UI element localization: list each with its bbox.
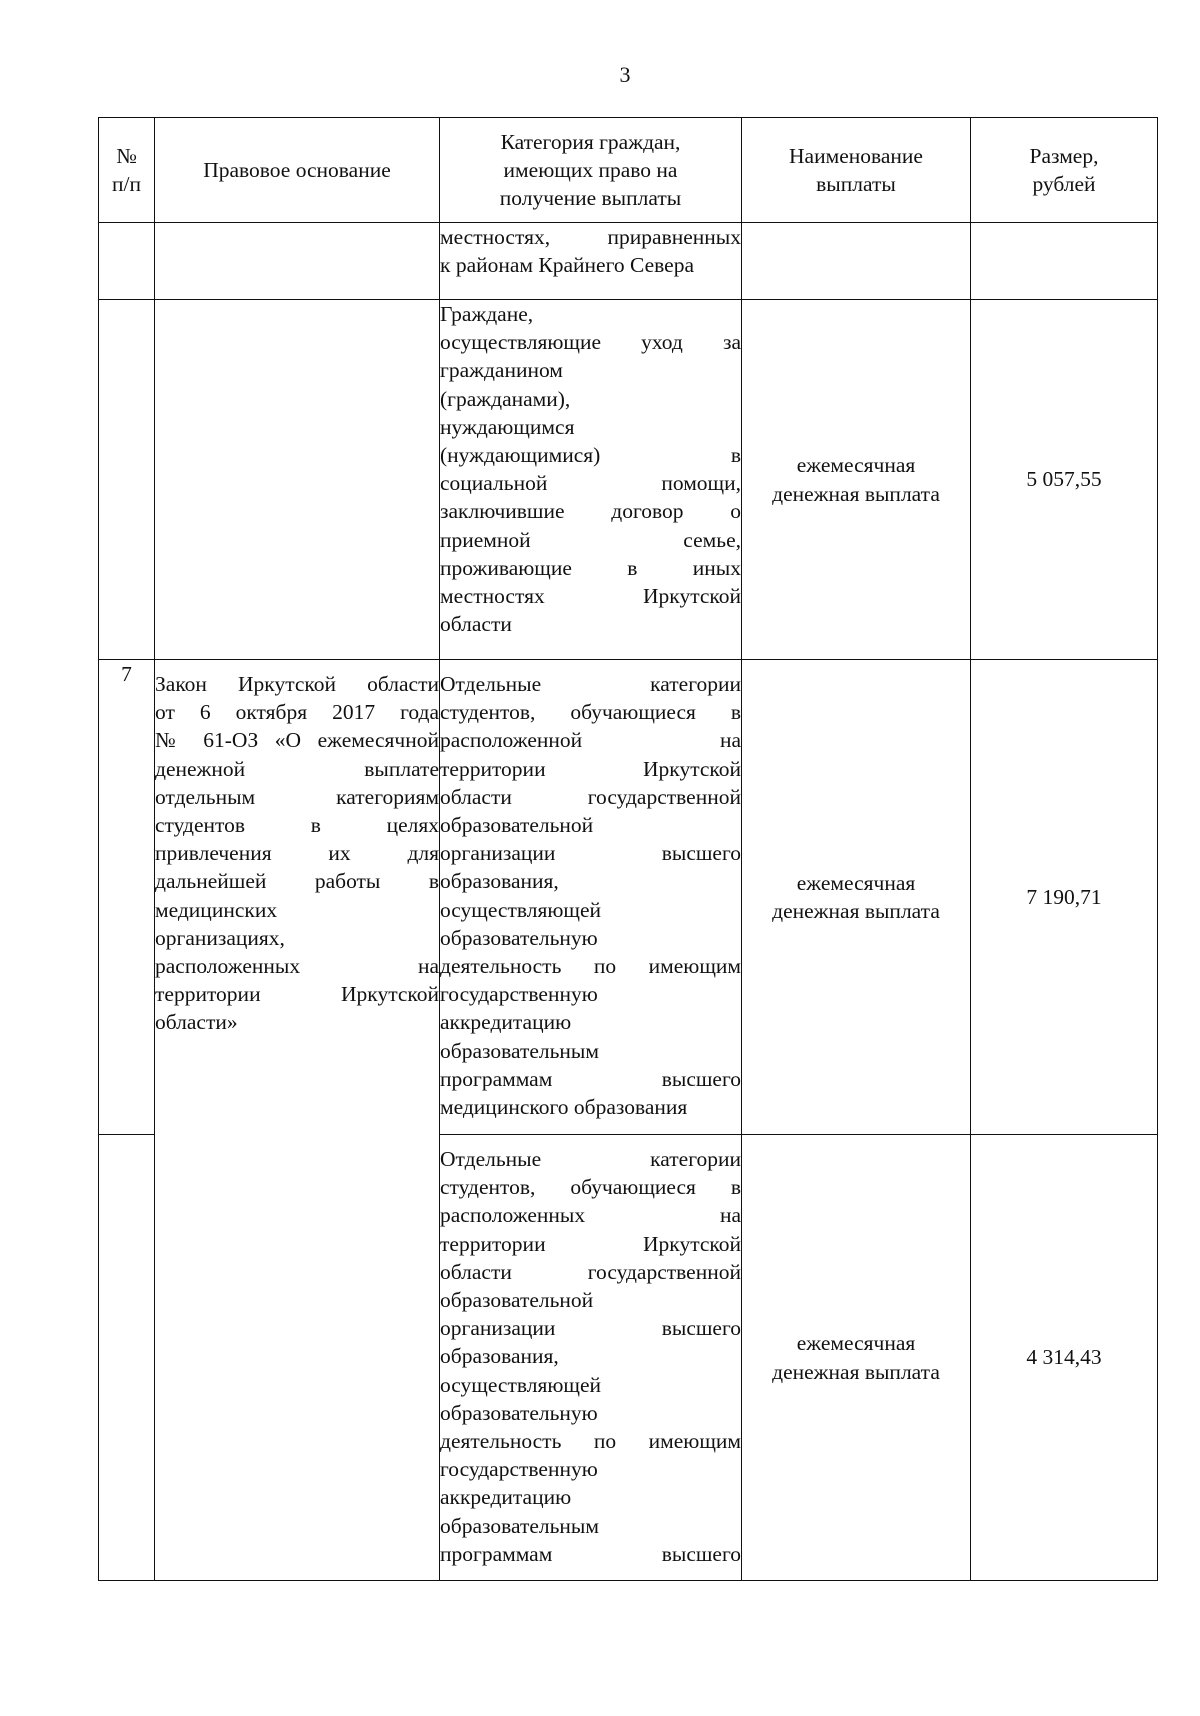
row-amount-cell: 7 190,71 [971, 660, 1158, 1135]
row-amount-cell [971, 223, 1158, 300]
header-payment-name: Наименование выплаты [742, 118, 971, 223]
row-amount-cell: 4 314,43 [971, 1135, 1158, 1581]
row-num-cell: 7 [99, 660, 155, 1135]
row-category-cell: Граждане, осуществляющие уход за гражданином (гражданами), нуждающимся (нуждающимися) в социальной помощи, заключившие договор о приемной семье, проживающие в иных местностях Иркутской области [440, 300, 742, 660]
row-payment-name-cell: ежемесячная денежная выплата [742, 300, 971, 660]
row-basis-cell [155, 300, 440, 660]
table-header-row [99, 118, 1158, 223]
row-category-cell: местностях, приравненных к районам Крайнего Севера [440, 223, 742, 300]
row-basis-cell: Закон Иркутской области от 6 октября 2017 года № 61-ОЗ «О ежемесячной денежной выплате отдельным категориям студентов в целях привлечения их для дальнейшей работы в медицинских организациях, расположенных на территории Иркутской области» [155, 660, 440, 1581]
row-category-cell: Отдельные категории студентов, обучающиеся в расположенной на территории Иркутской области государственной образовательной организации высшего образования, осуществляющей образовательную деятельность по имеющим государственную аккредитацию образовательным программам высшего медицинского образования [440, 660, 742, 1135]
row-amount-cell: 5 057,55 [971, 300, 1158, 660]
payments-table [98, 117, 1158, 1581]
row-num-cell [99, 223, 155, 300]
row-basis-cell [155, 223, 440, 300]
row-num-cell [99, 300, 155, 660]
header-num: № п/п [99, 118, 155, 223]
header-category: Категория граждан, имеющих право на получение выплаты [440, 118, 742, 223]
header-basis: Правовое основание [155, 118, 440, 223]
page-number: 3 [619, 62, 631, 87]
row-payment-name-cell [742, 223, 971, 300]
row-num-cell [99, 1135, 155, 1581]
row-payment-name-cell: ежемесячная денежная выплата [742, 1135, 971, 1581]
row-payment-name-cell: ежемесячная денежная выплата [742, 660, 971, 1135]
table-row [99, 660, 1158, 1135]
table-row [99, 300, 1158, 660]
header-amount: Размер, рублей [971, 118, 1158, 223]
row-category-cell: Отдельные категории студентов, обучающиеся в расположенных на территории Иркутской области государственной образовательной организации высшего образования, осуществляющей образовательную деятельность по имеющим государственную аккредитацию образовательным программам высшего [440, 1135, 742, 1581]
table-row [99, 223, 1158, 300]
